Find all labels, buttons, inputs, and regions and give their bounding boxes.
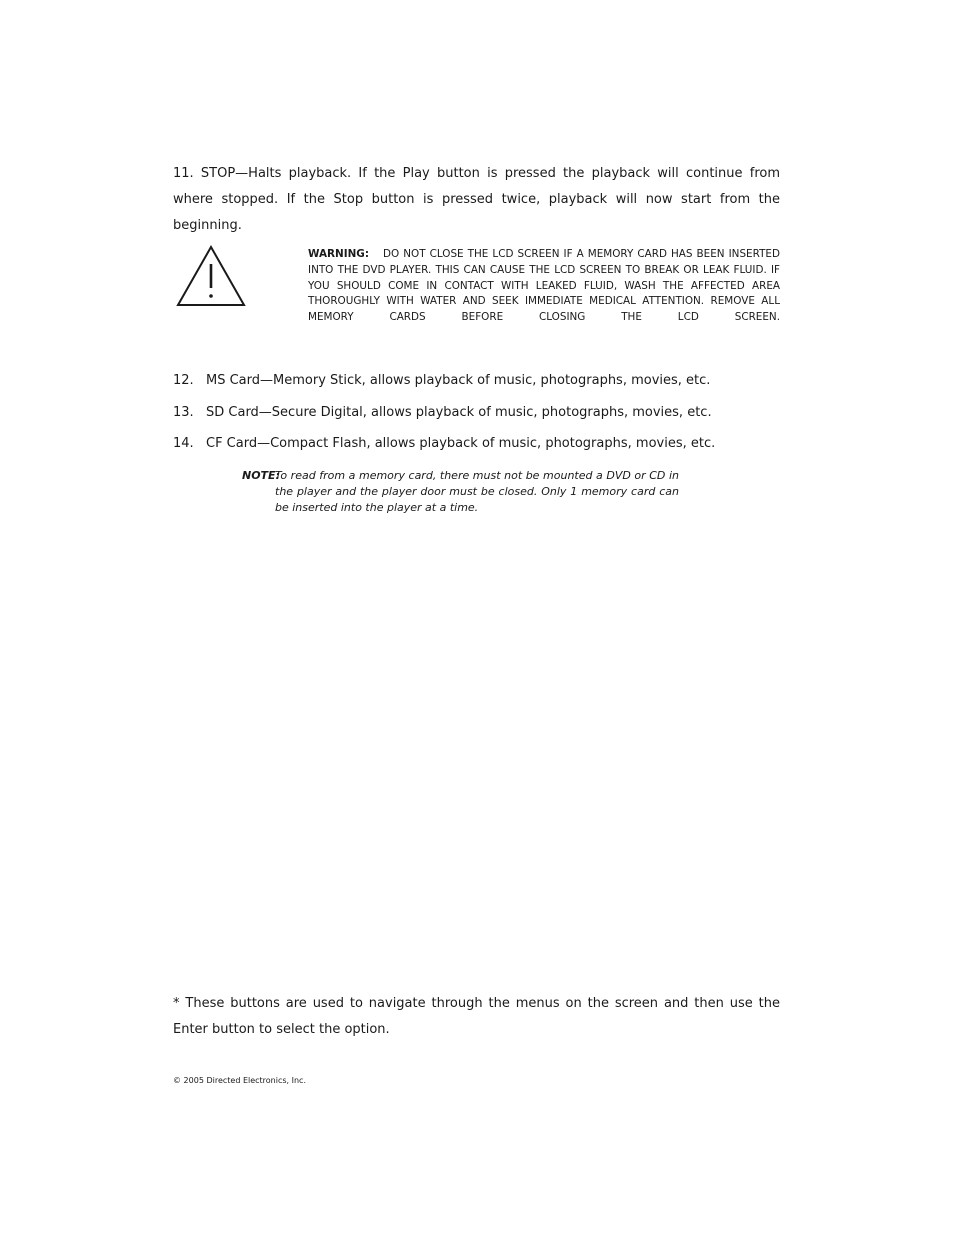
item-number: 14.	[173, 436, 194, 451]
note-label: NOTE:	[242, 469, 280, 482]
item-text: MS Card—Memory Stick, allows playback of music, photographs, movies, etc.	[206, 373, 711, 388]
item-number: 13.	[173, 405, 194, 420]
item-text: CF Card—Compact Flash, allows playback of music, photographs, movies, etc.	[206, 436, 716, 451]
stop-paragraph: 11. STOP—Halts playback. If the Play button is pressed the playback will continue from where stopped. If the Stop button is pressed twice, playback will now start from the beginning.	[173, 166, 780, 233]
warning-block	[308, 247, 780, 326]
item-text: SD Card—Secure Digital, allows playback of music, photographs, movies, etc.	[206, 405, 712, 420]
warning-label: WARNING:	[308, 248, 369, 260]
warning-message: DO NOT CLOSE THE LCD SCREEN IF A MEMORY CARD HAS BEEN INSERTED INTO THE DVD PLAYER. THIS CAN CAUSE THE LCD SCREEN TO BREAK OR LEAK FLUID. IF YOU SHOULD COME IN CONTACT WITH LEAKED FLUID, WASH THE AFFECTED AREA THOROUGHLY WITH WATER AND SEEK IMMEDIATE MEDICAL ATTENTION. REMOVE ALL MEMORY CARDS BEFORE CLOSING THE LCD SCREEN.	[308, 248, 780, 324]
list-item	[173, 404, 780, 422]
footnote-paragraph: * These buttons are used to navigate through the menus on the screen and then use the Enter button to select the option.	[173, 996, 780, 1037]
item-number: 12.	[173, 373, 194, 388]
note-text: To read from a memory card, there must not be mounted a DVD or CD in the player and the player door must be closed. Only 1 memory card can be inserted into the player at a time.	[275, 469, 679, 514]
warning-triangle-icon	[175, 244, 247, 308]
copyright-notice: © 2005 Directed Electronics, Inc.	[173, 1076, 306, 1085]
list-item	[173, 372, 780, 390]
list-item	[173, 435, 780, 453]
